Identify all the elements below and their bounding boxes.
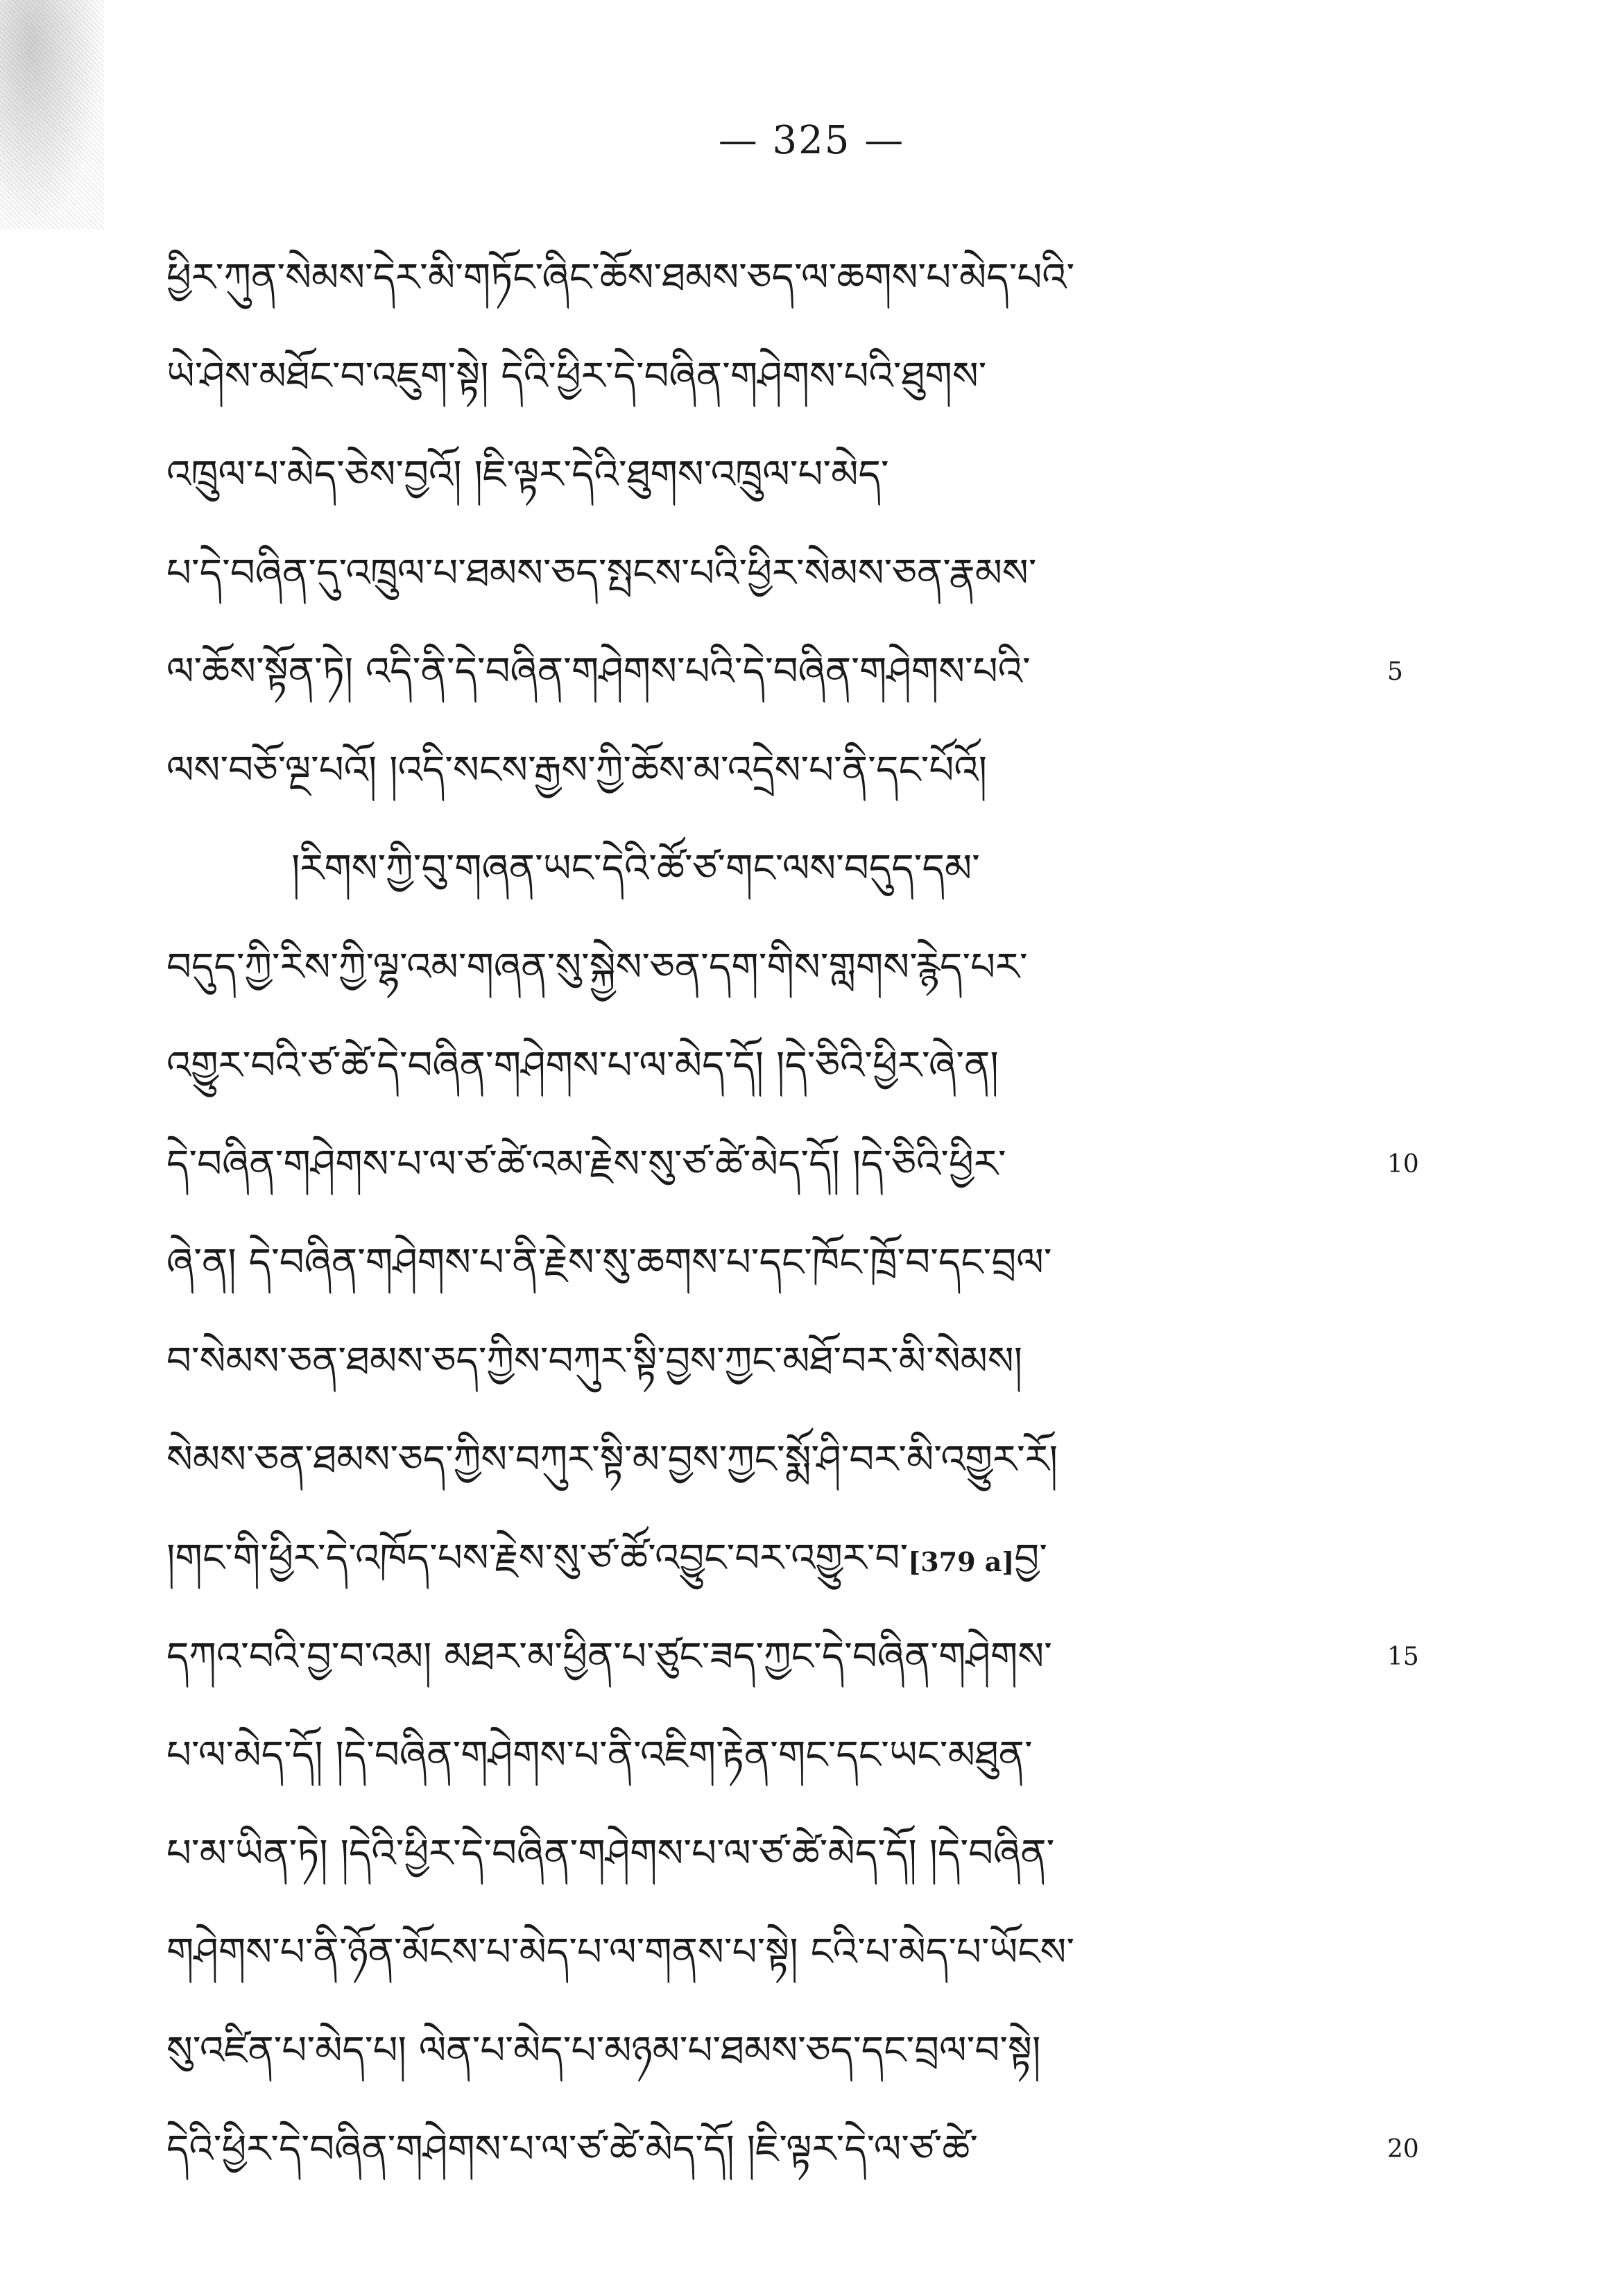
folio-marker: [379 a] — [908, 1546, 1015, 1577]
line-text: སེམས་ཅན་ཐམས་ཅད་ཀྱིས་བཀུར་སྟི་མ་བྱས་ཀྱང་སྨོ་ཤི་བར་མི་འགྱུར་རོ། — [166, 1437, 1058, 1482]
line-text: འཁྲུལ་པ་མེད་ཅེས་བྱའོ། །ཇི་ལྟར་དེའི་ཐུགས་འཁྲུལ་པ་མེད་ — [166, 452, 889, 497]
text-line — [166, 2100, 1387, 2199]
text-line — [166, 918, 1387, 1017]
line-number: 5 — [1387, 658, 1403, 686]
text-line — [166, 1509, 1387, 1608]
line-text: ཡེ་ཤེས་མཐོང་བ་འཇུག་སྟེ། དེའི་ཕྱིར་དེ་བཞིན་གཤེགས་པའི་ཐུགས་ — [166, 354, 987, 399]
line-text: ལས་བཅོ་ལྔ་པའོ། །འདི་སངས་རྒྱས་ཀྱི་ཆོས་མ་འདྲེས་པ་ནི་དང་པོའོ། — [166, 748, 988, 793]
line-text: འགྱུར་བའི་ཙ་ཚེ་དེ་བཞིན་གཤེགས་པ་ལ་མེད་དོ། །དེ་ཅིའི་ཕྱིར་ཞེ་ན། — [166, 1043, 999, 1088]
line-text: བདུད་ཀྱི་རིས་ཀྱི་ལྷ་འམ་གཞན་སུ་སྐྱེས་ཅན་དག་གིས་གླགས་རྙེད་པར་ — [166, 945, 1028, 990]
text-line — [166, 1411, 1387, 1509]
text-line — [166, 426, 1387, 524]
line-text: ཞེ་ན། དེ་བཞིན་གཤེགས་པ་ནི་རྗེས་སུ་ཆགས་པ་དང་ཁོང་ཁྲོ་བ་དང་བྲལ་ — [166, 1240, 1052, 1285]
text-line — [166, 1706, 1387, 1805]
text-line — [166, 1115, 1387, 1214]
text-line — [166, 1017, 1387, 1115]
line-text: སུ་འཛིན་པ་མེད་པ། ལེན་པ་མེད་པ་མཉམ་པ་ཐམས་ཅད་དང་བྲལ་བ་སྟེ། — [166, 2028, 1041, 2073]
page-number: — 325 — — [718, 118, 905, 163]
text-line — [166, 229, 1387, 327]
line-number: 15 — [1387, 1643, 1419, 1671]
line-text: ལ་ཆོས་སྟོན་ཏེ། འདི་ནི་དེ་བཞིན་གཤེགས་པའི་དེ་བཞིན་གཤེགས་པའི་ — [166, 649, 1031, 694]
line-text: གཤེགས་པ་ནི་ཉོན་མོངས་པ་མེད་པ་ལ་གནས་པ་སྟེ། ངའི་པ་མེད་པ་ཡོངས་ — [166, 1930, 1075, 1975]
line-text: པ་ལ་མེད་དོ། །དེ་བཞིན་གཤེགས་པ་ནི་འཇིག་རྟེན་གང་དང་ཡང་མཐུན་ — [166, 1733, 1033, 1778]
text-line — [166, 1805, 1387, 1903]
line-text: །གང་གི་ཕྱིར་དེ་འཁོད་པས་རྗེས་སུ་ཙ་ཚོ་འབྱུང་བར་འགྱུར་བ་ — [166, 1536, 909, 1581]
line-text: ཕྱིར་ཀུན་སེམས་དེར་མི་གཏོང་ཞིང་ཆོས་ཐམས་ཅད་ལ་ཆགས་པ་མེད་པའི་ — [166, 255, 1075, 300]
text-line — [166, 623, 1387, 721]
text-line — [166, 1214, 1387, 1312]
text-line — [166, 1312, 1387, 1411]
text-line — [166, 327, 1387, 426]
text-line — [166, 1903, 1387, 2002]
text-line — [166, 1608, 1387, 1706]
line-text: དེ་བཞིན་གཤེགས་པ་ལ་ཙ་ཚེ་འམ་རྗེས་སུ་ཙ་ཚེ་མེད་དོ། །དེ་ཅིའི་ཕྱིར་ — [166, 1142, 1006, 1187]
scan-stain — [0, 0, 104, 229]
line-number: 20 — [1387, 2135, 1419, 2164]
text-line — [166, 524, 1387, 623]
line-text-tail: བྱ་ — [1014, 1536, 1048, 1581]
text-line — [166, 721, 1387, 820]
line-text: པ་དེ་བཞིན་དུ་འཁྲུལ་པ་ཐམས་ཅད་སྤངས་པའི་ཕྱིར་སེམས་ཅན་རྣམས་ — [166, 551, 1037, 596]
line-number: 10 — [1387, 1150, 1419, 1179]
line-text: བ་སེམས་ཅན་ཐམས་ཅད་ཀྱིས་བཀུར་སྟི་བྱས་ཀྱང་མཐོ་བར་མི་སེམས། — [166, 1339, 1023, 1384]
text-line — [166, 820, 1387, 918]
text-block — [166, 229, 1387, 2199]
text-line — [166, 2002, 1387, 2100]
line-text: དེའི་ཕྱིར་དེ་བཞིན་གཤེགས་པ་ལ་ཙ་ཚེ་མེད་དོ། །ཇི་ལྟར་དེ་ལ་ཙ་ཚེ་ — [166, 2127, 979, 2172]
line-text: པ་མ་ཡིན་ཏེ། །དེའི་ཕྱིར་དེ་བཞིན་གཤེགས་པ་ལ་ཙ་ཚེ་མེད་དོ། །དེ་བཞིན་ — [166, 1831, 1055, 1876]
line-text: དཀའ་བའི་བྱ་བ་འམ། མཐར་མ་ཕྱིན་པ་ཙུང་ཟད་ཀྱང་དེ་བཞིན་གཤེགས་ — [166, 1634, 1052, 1679]
line-text: །རིགས་ཀྱི་བུ་གཞན་ཡང་དེའི་ཚོ་ཙ་གང་ལས་བདུད་དམ་ — [291, 846, 980, 891]
